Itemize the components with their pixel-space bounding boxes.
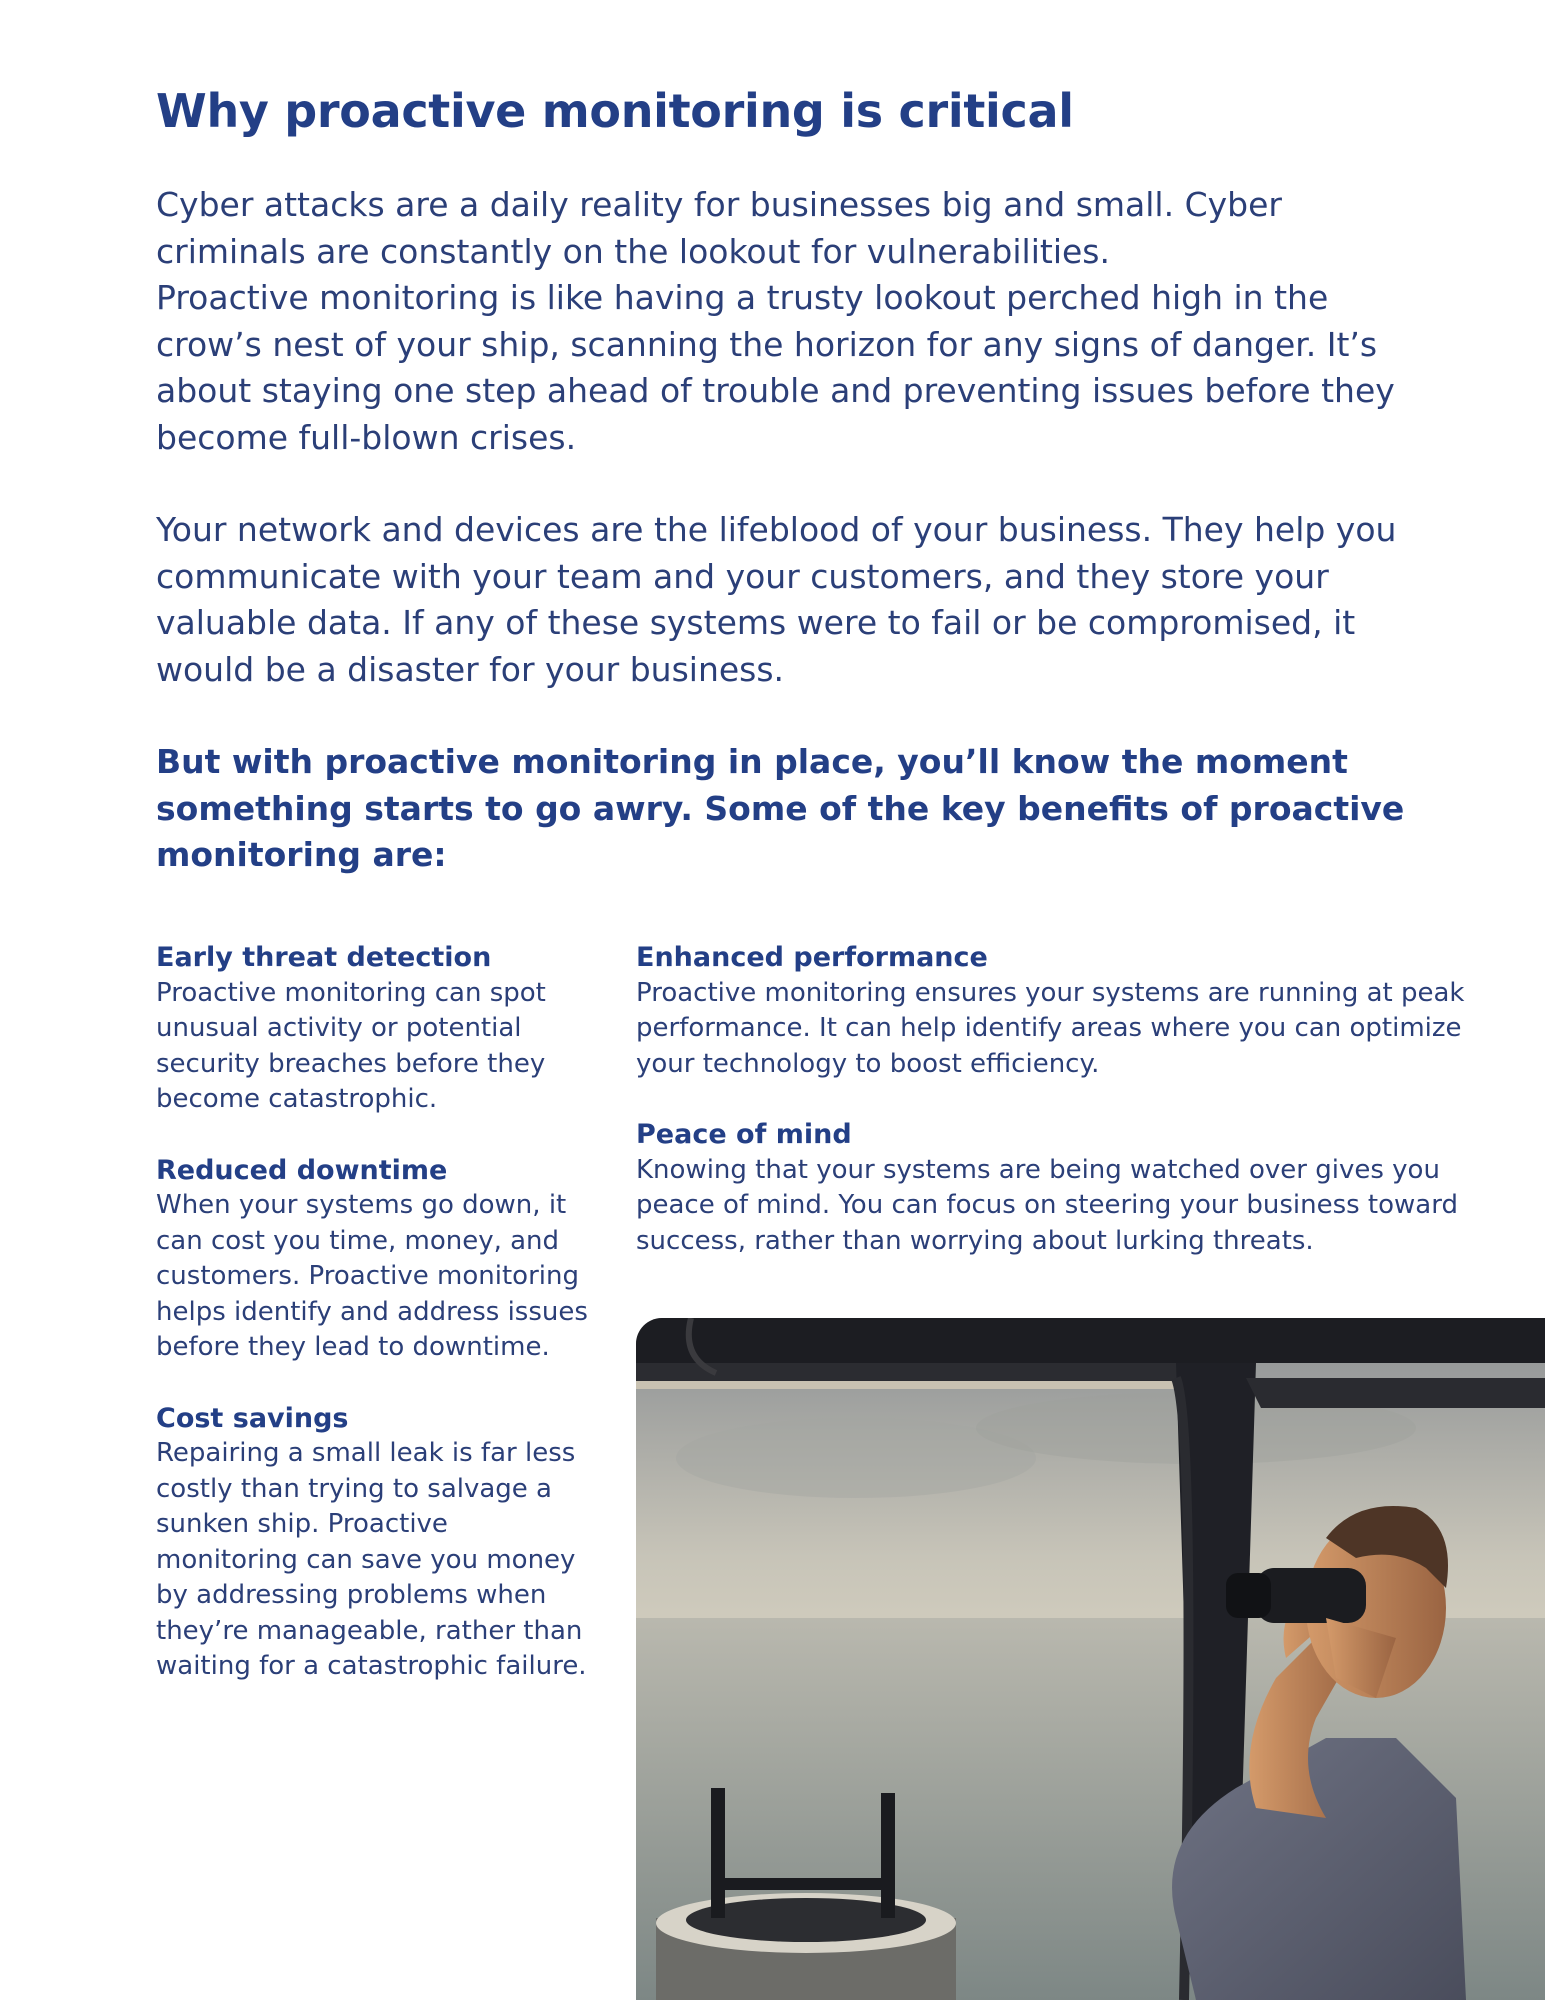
benefit-early-threat-detection [156,940,596,1118]
benefit-text: Knowing that your systems are being watched over gives you peace of mind. You can focus on steering your business toward success, rather than worrying about lurking threats. [636,1154,1458,1256]
benefit-reduced-downtime [156,1153,596,1366]
benefit-title: Enhanced performance [636,942,988,973]
benefit-title: Early threat detection [156,942,492,973]
intro-paragraph-1: Cyber attacks are a daily reality for businesses big and small. Cyber criminals are constantly on the lookout for vulnerabilities. [156,185,1282,271]
intro-paragraph-2: Proactive monitoring is like having a trusty lookout perched high in the crow’s nest of your ship, scanning the horizon for any signs of danger. It’s about staying one step ahead of trouble and preventing issues before they become full-blown crises. [156,278,1395,457]
page-title: Why proactive monitoring is critical [156,84,1074,138]
benefit-title: Peace of mind [636,1119,852,1150]
benefit-text: When your systems go down, it can cost you time, money, and customers. Proactive monitoring helps identify and address issues before they lead to downtime. [156,1190,588,1362]
paragraph-spacer [156,693,1406,739]
benefit-text: Proactive monitoring ensures your systems are running at peak performance. It can help identify areas where you can optimize your technology to boost efficiency. [636,977,1465,1079]
benefits-right-column [636,940,1516,1294]
intro-section [156,182,1406,879]
intro-paragraph-3: Your network and devices are the lifeblood of your business. They help you communicate with your team and your customers, and they store your valuable data. If any of these systems were to fail or be compromised, it would be a disaster for your business. [156,510,1397,689]
benefit-title: Reduced downtime [156,1154,448,1186]
benefit-text: Repairing a small leak is far less costly than trying to salvage a sunken ship. Proactive monitoring can save you money by addressing problems when they’re manageable, rather than waiting for a catastrophic failure. [156,1438,587,1681]
benefit-peace-of-mind [636,1117,1516,1259]
benefit-title: Cost savings [156,1402,349,1434]
paragraph-spacer [156,461,1406,507]
benefit-enhanced-performance [636,940,1516,1082]
benefit-cost-savings [156,1401,596,1685]
benefits-left-column [156,940,596,1720]
lead-statement: But with proactive monitoring in place, you’ll know the moment something starts to go awry. Some of the key benefits of proactive monitoring are: [156,742,1405,874]
benefit-text: Proactive monitoring can spot unusual activity or potential security breaches before they become catastrophic. [156,977,546,1114]
man-with-binoculars-photo [636,1318,1545,2000]
